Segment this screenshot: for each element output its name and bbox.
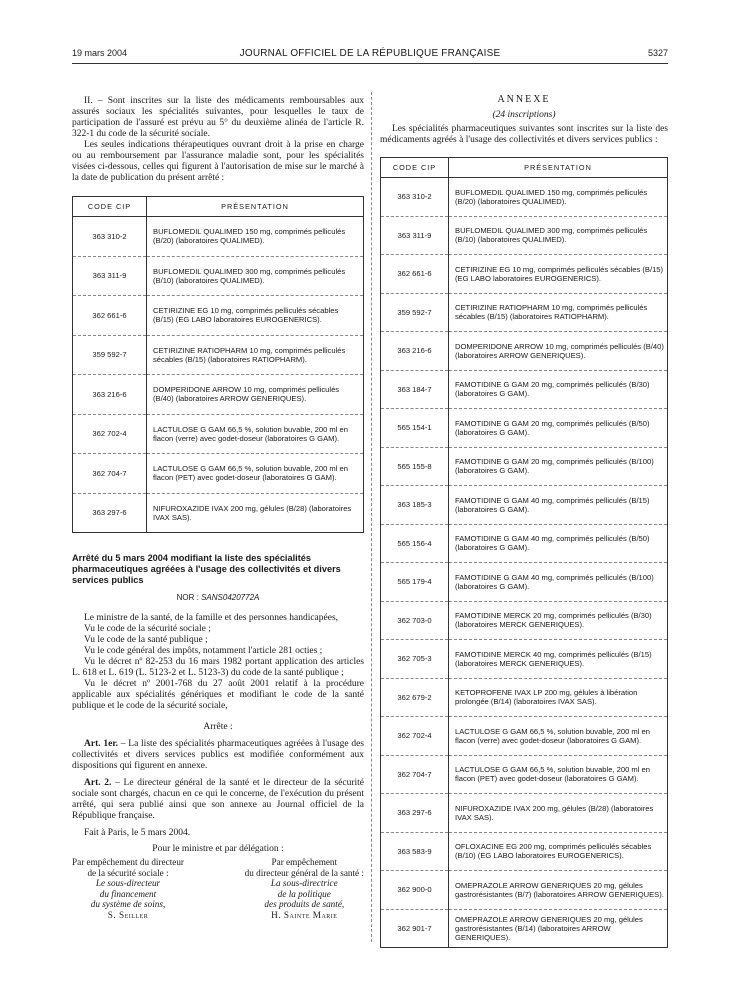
page-header [72, 44, 668, 64]
table-row [381, 717, 668, 756]
cip-code: 359 592-7 [381, 293, 449, 332]
header-journal-title: JOURNAL OFFICIEL DE LA RÉPUBLIQUE FRANÇAISE [239, 48, 501, 59]
table-row [381, 178, 668, 217]
left-table-body [73, 217, 364, 533]
presentation-text: KETOPROFENE IVAX LP 200 mg, gélules à libération prolongée (B/14) (laboratoires IVAX SAS). [449, 678, 668, 717]
cip-code: 362 704-7 [73, 454, 147, 494]
paragraph-indications: Les seules indications thérapeutiques ouvrant droit à la prise en charge ou au remboursement par l'assurance maladie sont, pour les spécialités visées ci-dessous, celles qui figurent à l'autorisation de mise sur le marché à la date de publication du présent arrêté : [72, 140, 364, 183]
table-row [381, 563, 668, 602]
cip-code: 362 704-7 [381, 755, 449, 794]
table-row [381, 871, 668, 910]
presentation-text: LACTULOSE G GAM 66,5 %, solution buvable, 200 ml en flacon (verre) avec godet-doseur (laboratoires G GAM). [147, 414, 364, 454]
cip-code: 362 702-4 [73, 414, 147, 454]
body-line: Le ministre de la santé, de la famille et des personnes handicapées, [84, 613, 339, 623]
signatory-name: H. Sainte Marie [271, 909, 338, 920]
pour-le-ministre: Pour le ministre et par délégation : [152, 844, 284, 854]
table-row [381, 447, 668, 486]
signature-block-1: Par empêchement du directeur de la sécurité sociale : Le sous-directeur du financement du système de soins, S. Seiller [72, 857, 184, 920]
table-row [381, 524, 668, 563]
column-header-presentation: PRÉSENTATION [147, 197, 364, 217]
column-separator [371, 92, 372, 942]
nor-reference [72, 593, 364, 602]
table-row [73, 296, 364, 336]
table-row [381, 909, 668, 948]
cip-code: 362 702-4 [381, 717, 449, 756]
table-row [73, 217, 364, 257]
cip-code: 363 583-9 [381, 832, 449, 871]
table-header-row [73, 197, 364, 217]
cip-code: 565 156-4 [381, 524, 449, 563]
table-row [73, 335, 364, 375]
cip-code: 363 310-2 [381, 178, 449, 217]
cip-code: 359 592-7 [73, 335, 147, 375]
cip-code: 565 179-4 [381, 563, 449, 602]
cip-code: 363 184-7 [381, 370, 449, 409]
presentation-text: OMEPRAZOLE ARROW GENERIQUES 20 mg, gélules gastrorésistantes (B/14) (laboratoires ARROW GENERIQUES). [455, 914, 643, 942]
presentation-text: BUFLOMEDIL QUALIMED 150 mg, comprimés pelliculés (B/20) (laboratoires QUALIMED). [449, 178, 668, 217]
table-row [381, 601, 668, 640]
table-row [381, 794, 668, 833]
body-line: Vu le décret nº 82-253 du 16 mars 1982 portant application des articles L. 618 et L. 619 (L. 5123-2 et L. 5123-3) du code de la santé publique ; [72, 657, 364, 678]
presentation-text: LACTULOSE G GAM 66,5 %, solution buvable, 200 ml en flacon (PET) avec godet-doseur (laboratoires G GAM). [449, 755, 668, 794]
cip-code: 362 900-0 [381, 871, 449, 910]
body-line: Vu le code général des impôts, notamment l'article 281 octies ; [84, 646, 323, 656]
cip-code: 362 661-6 [381, 255, 449, 294]
article-1-label: Art. 1er. [84, 739, 119, 749]
presentation-text: FAMOTIDINE G GAM 20 mg, comprimés pelliculés (B/30) (laboratoires G GAM). [449, 370, 668, 409]
table-row [381, 486, 668, 525]
signatory-name: S. Seiller [107, 909, 149, 920]
presentation-text: NIFUROXAZIDE IVAX 200 mg, gélules (B/28) (laboratoires IVAX SAS). [449, 794, 668, 833]
left-table [72, 196, 364, 533]
body-line: Vu le décret nº 2001-768 du 27 août 2001 relatif à la procédure applicable aux spécialités génériques et modifiant le code de la santé publique et le code de la sécurité sociale, [72, 679, 364, 711]
article-2 [72, 778, 364, 822]
cip-code: 363 311-9 [381, 216, 449, 255]
left-column [72, 96, 364, 920]
nor-code: SANS0420772A [201, 593, 260, 602]
nor-label: NOR : [176, 593, 199, 602]
paragraph-ii: II. – Sont inscrites sur la liste des médicaments remboursables aux assurés sociaux les spécialités suivantes, pour lesquelles le taux de participation de l'assuré est prévu au 5° du deuxième alinéa de l'article R. 322-1 du code de la sécurité sociale. [72, 96, 364, 139]
cip-code: 362 679-2 [381, 678, 449, 717]
cip-code: 363 311-9 [73, 256, 147, 296]
article-1 [72, 739, 364, 772]
cip-code: 363 216-6 [381, 332, 449, 371]
cip-code: 363 297-6 [73, 493, 147, 533]
presentation-text: BUFLOMEDIL QUALIMED 300 mg, comprimés pelliculés (B/10) (laboratoires QUALIMED). [449, 216, 668, 255]
table-row [73, 493, 364, 533]
presentation-text: FAMOTIDINE G GAM 20 mg, comprimés pelliculés (B/50) (laboratoires G GAM). [449, 409, 668, 448]
header-page-number: 5327 [647, 48, 668, 58]
cip-code: 363 216-6 [73, 375, 147, 415]
table-row [73, 375, 364, 415]
header-date: 19 mars 2004 [72, 48, 128, 58]
presentation-text: FAMOTIDINE MERCK 20 mg, comprimés pelliculés (B/30) (laboratoires MERCK GENERIQUES). [449, 601, 668, 640]
article-2-text: – Le directeur général de la santé et le directeur de la sécurité sociale sont chargés, chacun en ce qui le concerne, de l'exécution du présent arrêté, qui sera publié ainsi que son annexe au Journal officiel de la République française. [72, 778, 364, 821]
cip-code: 363 297-6 [381, 794, 449, 833]
table-row [381, 755, 668, 794]
body-line: Vu le code de la santé publique ; [84, 635, 208, 645]
presentation-text: FAMOTIDINE MERCK 40 mg, comprimés pelliculés (B/15) (laboratoires MERCK GENERIQUES). [449, 640, 668, 679]
cip-code: 565 154-1 [381, 409, 449, 448]
table-row [381, 332, 668, 371]
cip-code: 362 705-3 [381, 640, 449, 679]
column-header-code: CODE CIP [73, 197, 147, 217]
right-table [380, 157, 668, 948]
presentation-text: CETIRIZINE RATIOPHARM 10 mg, comprimés pelliculés sécables (B/15) (laboratoires RATIOPHARM). [449, 293, 668, 332]
presentation-text: OMEPRAZOLE ARROW GENERIQUES 20 mg, gélules gastrorésistantes (B/7) (laboratoires ARROW GENERIQUES). [449, 871, 668, 910]
presentation-text: FAMOTIDINE G GAM 20 mg, comprimés pelliculés (B/100) (laboratoires G GAM). [449, 447, 668, 486]
column-header-code: CODE CIP [381, 158, 449, 178]
presentation-text: BUFLOMEDIL QUALIMED 150 mg, comprimés pelliculés (B/20) (laboratoires QUALIMED). [147, 217, 364, 257]
table-row [73, 414, 364, 454]
cip-code: 362 703-0 [381, 601, 449, 640]
cip-code: 565 155-8 [381, 447, 449, 486]
annexe-intro: Les spécialités pharmaceutiques suivantes sont inscrites sur la liste des médicaments agréés à l'usage des collectivités et divers services publics : [380, 124, 668, 145]
table-row [381, 293, 668, 332]
presentation-text: CETIRIZINE EG 10 mg, comprimés pelliculés sécables (B/15) (EG LABO laboratoires EUROGENERICS). [449, 255, 668, 294]
cip-code: 362 901-7 [381, 909, 449, 948]
cip-code: 362 661-6 [73, 296, 147, 336]
body-line: Vu le code de la sécurité sociale ; [84, 624, 211, 634]
column-header-presentation: PRÉSENTATION [449, 158, 668, 178]
presentation-text: BUFLOMEDIL QUALIMED 300 mg, comprimés pelliculés (B/10) (laboratoires QUALIMED). [147, 256, 364, 296]
presentation-text: NIFUROXAZIDE IVAX 200 mg, gélules (B/28) (laboratoires IVAX SAS). [153, 503, 352, 522]
table-row [381, 678, 668, 717]
presentation-text: CETIRIZINE RATIOPHARM 10 mg, comprimés pelliculés sécables (B/15) (laboratoires RATIOPHARM). [147, 335, 364, 375]
presentation-text: DOMPERIDONE ARROW 10 mg, comprimés pelliculés (B/40) (laboratoires ARROW GENERIQUES). [449, 332, 668, 371]
presentation-text: FAMOTIDINE G GAM 40 mg, comprimés pelliculés (B/100) (laboratoires G GAM). [449, 563, 668, 602]
table-row [381, 255, 668, 294]
signatures [72, 857, 364, 920]
table-row [381, 640, 668, 679]
fait-a-paris: Fait à Paris, le 5 mars 2004. [84, 828, 191, 838]
cip-code: 363 185-3 [381, 486, 449, 525]
article-1-text: – La liste des spécialités pharmaceutiques agréées à l'usage des collectivités et divers services publics est modifiée conformément aux dispositions qui figurent en annexe. [72, 739, 364, 771]
presentation-text: FAMOTIDINE G GAM 40 mg, comprimés pelliculés (B/15) (laboratoires G GAM). [449, 486, 668, 525]
table-row [381, 216, 668, 255]
right-column [380, 94, 668, 948]
right-table-body [381, 178, 668, 948]
table-row [73, 454, 364, 494]
article-2-label: Art. 2. [84, 778, 112, 788]
arrete-label: Arrête : [203, 722, 233, 732]
cip-code: 363 310-2 [73, 217, 147, 257]
table-header-row [381, 158, 668, 178]
inscriptions-count: (24 inscriptions) [492, 110, 556, 120]
signature-block-2: Par empêchement du directeur général de la santé : La sous-directrice de la politique des produits de santé, H. Sainte Marie [244, 857, 364, 920]
presentation-text: OFLOXACINE EG 200 mg, comprimés pelliculés sécables (B/10) (EG LABO laboratoires EUROGENERICS). [449, 832, 668, 871]
table-row [381, 370, 668, 409]
presentation-text: CETIRIZINE EG 10 mg, comprimés pelliculés sécables (B/15) (EG LABO laboratoires EUROGENERICS). [147, 296, 364, 336]
table-row [381, 409, 668, 448]
presentation-text: DOMPERIDONE ARROW 10 mg, comprimés pelliculés (B/40) (laboratoires ARROW GENERIQUES). [147, 375, 364, 415]
presentation-text: LACTULOSE G GAM 66,5 %, solution buvable, 200 ml en flacon (verre) avec godet-doseur (laboratoires G GAM). [449, 717, 668, 756]
table-row [381, 832, 668, 871]
table-row [73, 256, 364, 296]
arrete-title: Arrêté du 5 mars 2004 modifiant la liste des spécialités pharmaceutiques agréées à l'usage des collectivités et divers services publics [72, 553, 341, 585]
presentation-text: LACTULOSE G GAM 66,5 %, solution buvable, 200 ml en flacon (PET) avec godet-doseur (laboratoires G GAM). [147, 454, 364, 494]
presentation-text: FAMOTIDINE G GAM 40 mg, comprimés pelliculés (B/50) (laboratoires G GAM). [449, 524, 668, 563]
annexe-title: ANNEXE [497, 94, 551, 105]
